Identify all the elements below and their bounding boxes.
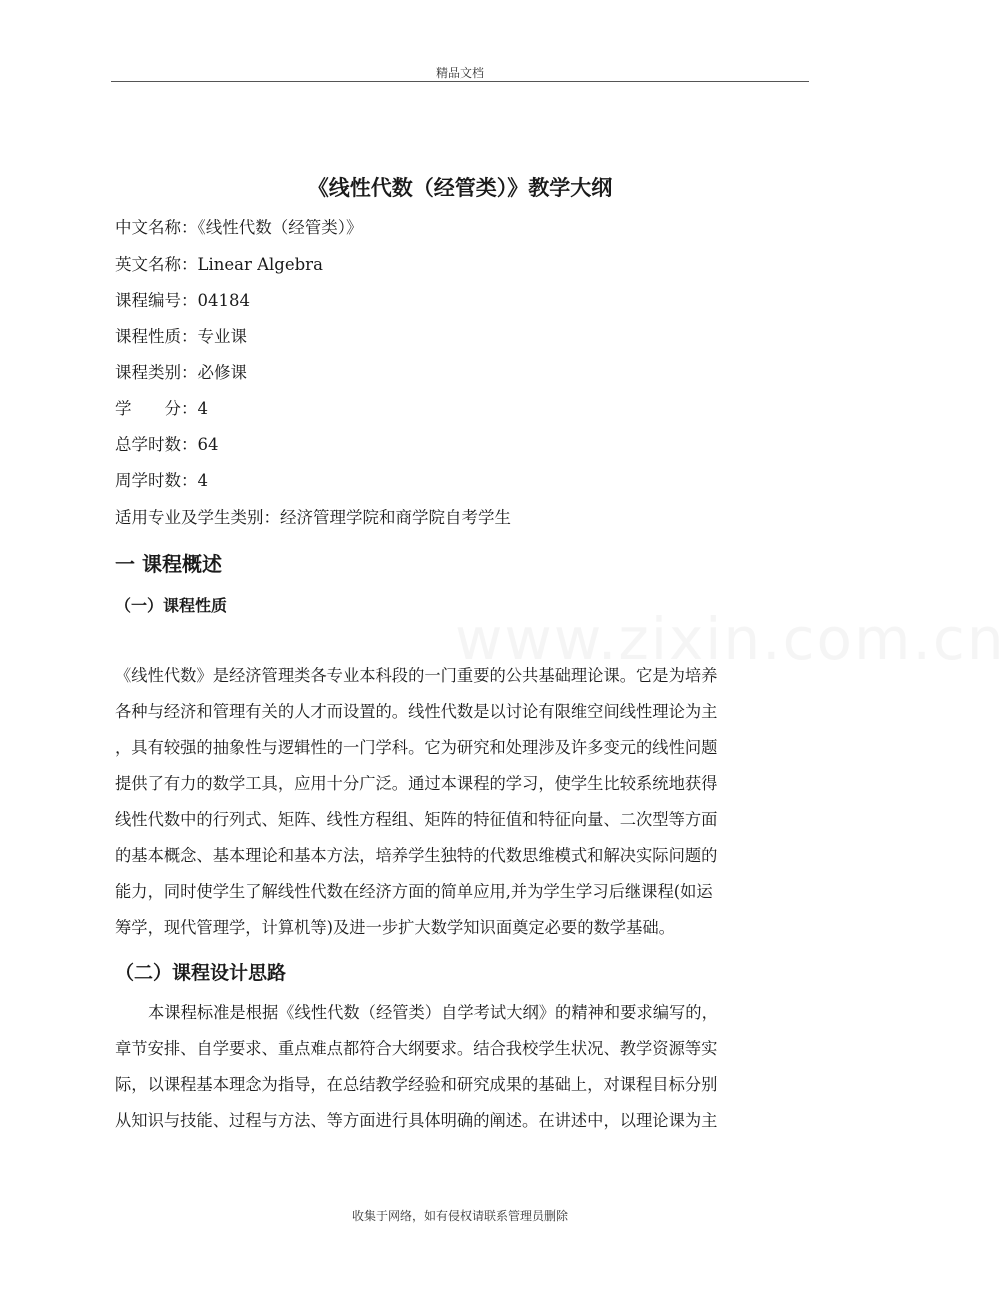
page-header: 精品文档 <box>435 66 484 80</box>
paragraph-line: 章节安排、自学要求、重点难点都符合大纲要求。结合我校学生状况、教学资源等实 <box>115 1039 718 1058</box>
paragraph-line: 提供了有力的数学工具，应用十分广泛。通过本课程的学习，使学生比较系统地获得 <box>115 774 718 793</box>
document-title: 《线性代数（经管类）》教学大纲 <box>307 176 613 200</box>
page-footer: 收集于网络，如有侵权请联系管理员删除 <box>351 1209 568 1223</box>
paragraph-line: 《线性代数》是经济管理类各专业本科段的一门重要的公共基础理论课。它是为培养 <box>115 666 718 685</box>
info-course-category: 课程类别：必修课 <box>115 363 247 382</box>
info-course-nature: 课程性质：专业课 <box>115 327 247 346</box>
paragraph-course-nature <box>115 658 805 946</box>
subsection-heading-nature: （一）课程性质 <box>115 596 228 615</box>
info-english-name: 英文名称：Linear Algebra <box>115 255 323 274</box>
info-credits: 学 分：4 <box>115 399 208 418</box>
paragraph-line: 从知识与技能、过程与方法、等方面进行具体明确的阐述。在讲述中，以理论课为主 <box>115 1111 718 1130</box>
paragraph-line: 本课程标准是根据《线性代数（经管类）自学考试大纲》的精神和要求编写的， <box>148 1003 718 1022</box>
paragraph-line: ，具有较强的抽象性与逻辑性的一门学科。它为研究和处理涉及许多变元的线性问题 <box>115 738 718 757</box>
paragraph-line: 各种与经济和管理有关的人才而设置的。线性代数是以讨论有限维空间线性理论为主 <box>115 702 718 721</box>
paragraph-line: 能力，同时使学生了解线性代数在经济方面的简单应用,并为学生学习后继课程(如运 <box>115 882 713 901</box>
header-divider <box>111 81 809 82</box>
paragraph-line: 筹学，现代管理学，计算机等)及进一步扩大数学知识面奠定必要的数学基础。 <box>115 918 675 937</box>
section-heading-overview: 一 课程概述 <box>115 552 222 576</box>
info-weekly-hours: 周学时数：4 <box>115 471 208 490</box>
watermark: www.zixin.com.cn <box>455 605 1006 673</box>
paragraph-line: 的基本概念、基本理论和基本方法，培养学生独特的代数思维模式和解决实际问题的 <box>115 846 718 865</box>
info-chinese-name: 中文名称：《线性代数（经管类）》 <box>115 218 363 237</box>
info-total-hours: 总学时数：64 <box>115 435 219 454</box>
subsection-heading-design: （二）课程设计思路 <box>115 962 287 984</box>
info-applicable-majors: 适用专业及学生类别：经济管理学院和商学院自考学生 <box>115 508 511 527</box>
paragraph-line: 线性代数中的行列式、矩阵、线性方程组、矩阵的特征值和特征向量、二次型等方面 <box>115 810 718 829</box>
paragraph-line: 际，以课程基本理念为指导，在总结教学经验和研究成果的基础上，对课程目标分别 <box>115 1075 718 1094</box>
paragraph-course-design <box>115 995 805 1139</box>
info-course-code: 课程编号：04184 <box>115 291 250 310</box>
